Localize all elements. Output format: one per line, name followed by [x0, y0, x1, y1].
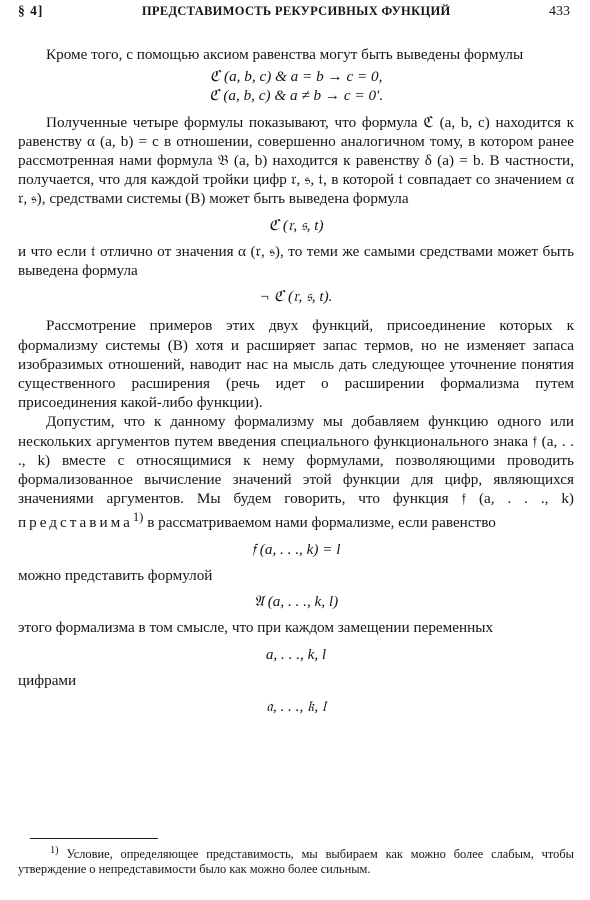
- formula-6: 𝔄 (a, . . ., k, l): [253, 593, 339, 611]
- paragraph-3: и что если 𝔱 отлично от значения α (𝔯, 𝔰), то теми же самыми средствами может быть выведена формула: [18, 242, 574, 280]
- running-title: ПРЕДСТАВИМОСТЬ РЕКУРСИВНЫХ ФУНКЦИЙ: [141, 4, 451, 18]
- paragraph-2: Полученные четыре формулы показывают, что формула ℭ (a, b, c) находится к равенству α (a, b) = c в отношении, совершенно аналогичном тому, в котором ранее рассмотренная нами формула 𝔅 (a, b) находится к равенству δ (a) = b. В частности, получается, что для каждой тройки цифр 𝔯, 𝔰, 𝔱, в которой 𝔱 совпадает со значением α 𝔯, 𝔰), средствами системы (B) может быть выведена формула: [18, 113, 574, 208]
- footnote-divider: [30, 838, 158, 839]
- spaced-term: представима: [18, 514, 133, 532]
- running-header: [18, 3, 570, 21]
- footnote-mark: 1): [50, 845, 59, 856]
- footnote-ref[interactable]: 1): [132, 510, 144, 525]
- formula-3: ℭ (𝔯, 𝔰, t): [268, 216, 324, 234]
- page-body: [18, 45, 574, 716]
- page-number: 433: [549, 4, 570, 19]
- formula-1: ℭ (a, b, c) & a = b → c = 0,: [209, 68, 383, 86]
- paragraph-5-text-a: Допустим, что к данному формализму мы добавляем функцию одного или нескольких аргументов путем введения специального функционального знака 𝔣 (a, . . ., k) вместе с относящимися к нему формулами, позволяющими проводить формализованное вычисление значений этой функции для цифр, являющихся значениями аргументов. Мы будем говорить, что функция 𝔣 (a, . . ., k): [18, 413, 574, 508]
- paragraph-5-text-b: в рассматриваемом нами формализме, если равенство: [147, 514, 496, 532]
- section-number: § 4]: [18, 3, 44, 18]
- formula-8: 𝔞, . . ., 𝔨, 𝔩: [266, 697, 326, 715]
- paragraph-7: этого формализма в том смысле, что при каждом замещении переменных: [18, 619, 494, 637]
- formula-2: ℭ (a, b, c) & a ≠ b → c = 0′.: [208, 87, 384, 105]
- footnote: [18, 843, 574, 877]
- footnote-text: Условие, определяющее представимость, мы выбираем как можно более слабым, чтобы утверждение о непредставимости было как можно более сильным.: [18, 847, 574, 877]
- formula-4: ¬ ℭ (𝔯, 𝔰, t).: [259, 288, 333, 306]
- paragraph-4: Рассмотрение примеров этих двух функций, присоединение которых к формализму системы (B) хотя и расширяет запас термов, но не изменяет запаса изобразимых отношений, наводит нас на мысль дать следующее уточнение понятия существенного расширения (речь идет о расширении формализма путем присоединения какой-либо функции).: [18, 317, 574, 412]
- paragraph-5: [18, 412, 574, 532]
- paragraph-1: Кроме того, с помощью аксиом равенства могут быть выведены формулы: [46, 46, 524, 63]
- paragraph-8: цифрами: [18, 671, 77, 689]
- paragraph-6: можно представить формулой: [18, 566, 213, 584]
- formula-7: a, . . ., k, l: [265, 645, 327, 663]
- formula-5: 𝔣 (a, . . ., k) = l: [251, 540, 341, 558]
